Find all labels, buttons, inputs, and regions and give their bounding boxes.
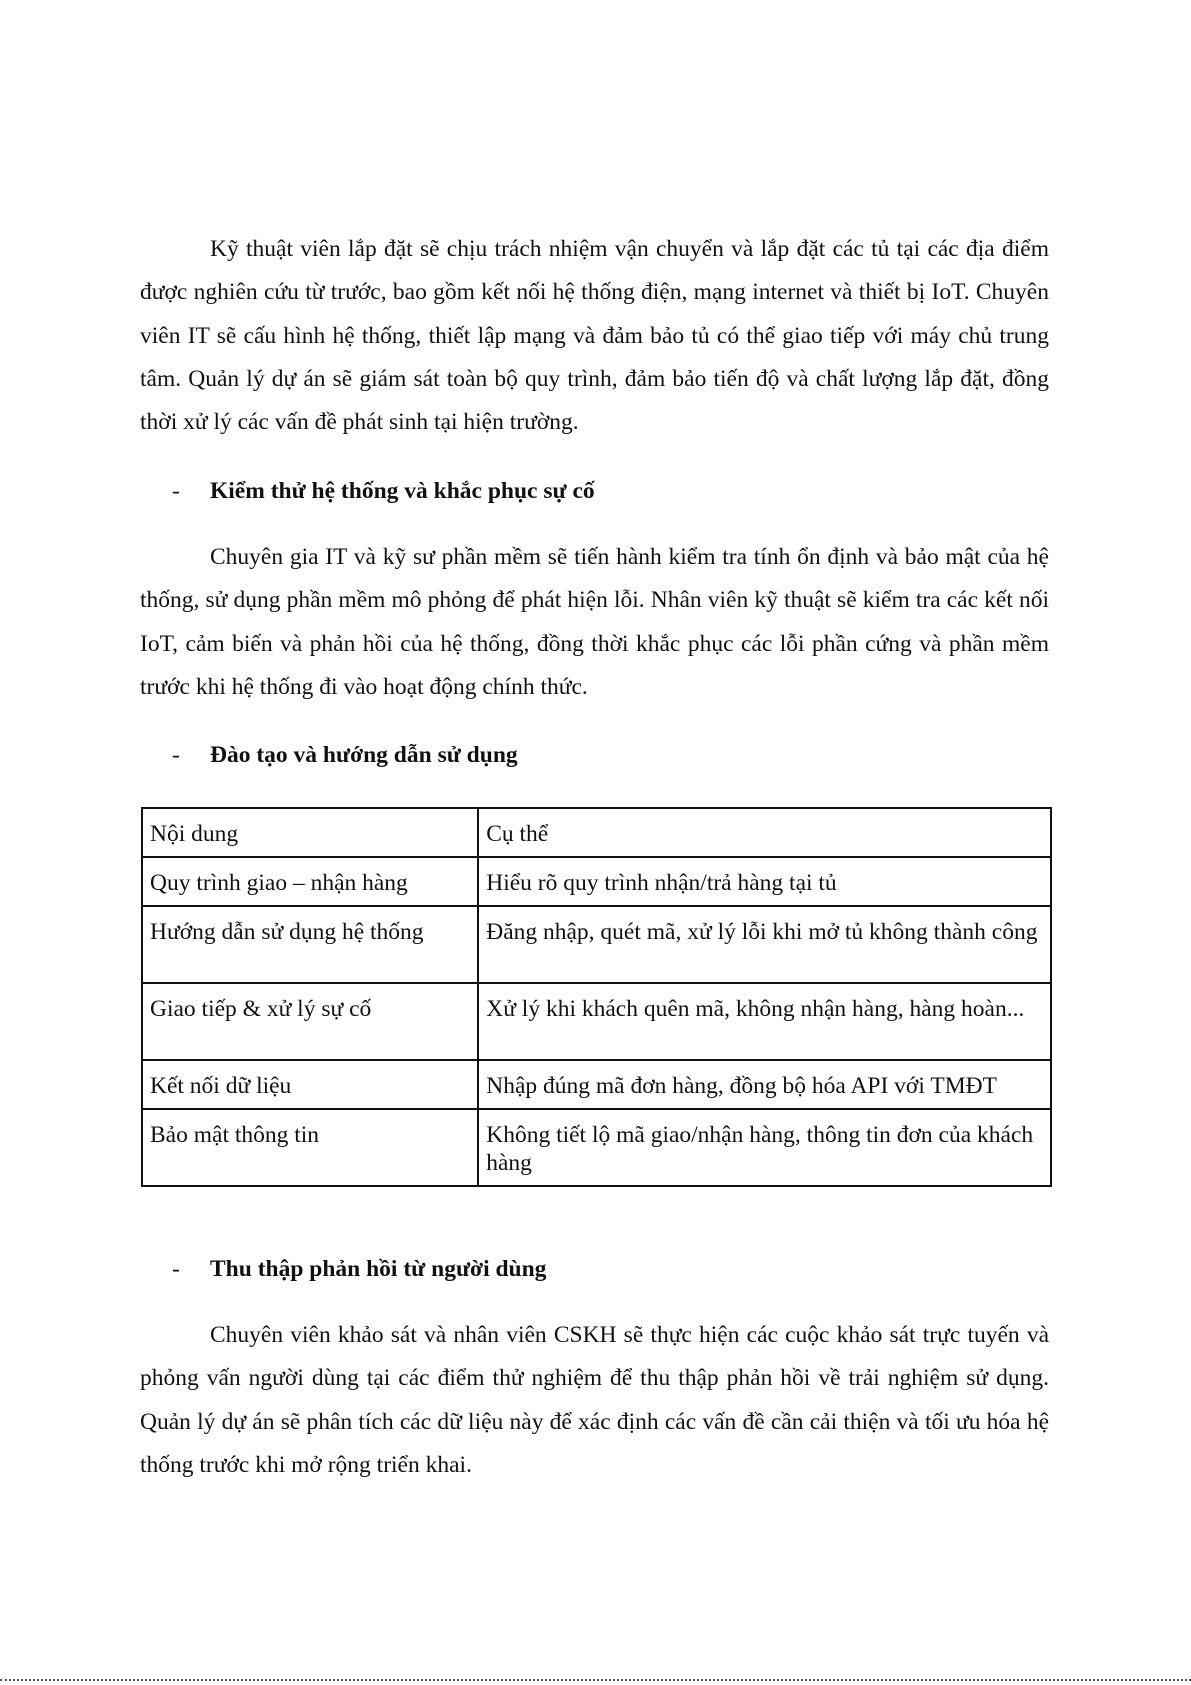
section-heading-testing-text: Kiểm thử hệ thống và khắc phục sự cố: [210, 478, 595, 504]
table-cell: Giao tiếp & xử lý sự cố: [142, 983, 478, 1060]
table-row: [142, 1060, 1051, 1109]
table-header-row: [142, 808, 1051, 857]
page-bottom-divider: [0, 1679, 1191, 1683]
table-cell: Xử lý khi khách quên mã, không nhận hàng, hàng hoàn...: [478, 983, 1051, 1060]
bullet-dash: -: [172, 478, 180, 504]
table-row: [142, 983, 1051, 1060]
section-heading-training: [172, 740, 518, 770]
paragraph-installation: Kỹ thuật viên lắp đặt sẽ chịu trách nhiệm vận chuyển và lắp đặt các tủ tại các địa điểm được nghiên cứu từ trước, bao gồm kết nối hệ thống điện, mạng internet và thiết bị IoT. Chuyên viên IT sẽ cấu hình hệ thống, thiết lập mạng và đảm bảo tủ có thể giao tiếp với máy chủ trung tâm. Quản lý dự án sẽ giám sát toàn bộ quy trình, đảm bảo tiến độ và chất lượng lắp đặt, đồng thời xử lý các vấn đề phát sinh tại hiện trường.: [140, 236, 1049, 436]
table-cell: Hiểu rõ quy trình nhận/trả hàng tại tủ: [478, 857, 1051, 906]
table-cell: Hướng dẫn sử dụng hệ thống: [142, 906, 478, 983]
bullet-dash: -: [172, 1256, 180, 1282]
table-row: [142, 906, 1051, 983]
section-heading-training-text: Đào tạo và hướng dẫn sử dụng: [210, 742, 518, 768]
paragraph-feedback: Chuyên viên khảo sát và nhân viên CSKH sẽ thực hiện các cuộc khảo sát trực tuyến và phỏng vấn người dùng tại các điểm thử nghiệm để thu thập phản hồi về trải nghiệm sử dụng. Quản lý dự án sẽ phân tích các dữ liệu này để xác định các vấn đề cần cải thiện và tối ưu hóa hệ thống trước khi mở rộng triển khai.: [140, 1322, 1049, 1478]
table-row: [142, 857, 1051, 906]
table-cell: Đăng nhập, quét mã, xử lý lỗi khi mở tủ không thành công: [478, 906, 1051, 983]
section-heading-testing: [172, 476, 595, 506]
table-cell: Nhập đúng mã đơn hàng, đồng bộ hóa API với TMĐT: [478, 1060, 1051, 1109]
bullet-dash: -: [172, 742, 180, 768]
table-header-cell: Nội dung: [142, 808, 478, 857]
table-header-cell: Cụ thể: [478, 808, 1051, 857]
paragraph-testing: Chuyên gia IT và kỹ sư phần mềm sẽ tiến hành kiểm tra tính ổn định và bảo mật của hệ thống, sử dụng phần mềm mô phỏng để phát hiện lỗi. Nhân viên kỹ thuật sẽ kiểm tra các kết nối IoT, cảm biến và phản hồi của hệ thống, đồng thời khắc phục các lỗi phần cứng và phần mềm trước khi hệ thống đi vào hoạt động chính thức.: [140, 544, 1049, 700]
table-cell: Bảo mật thông tin: [142, 1109, 478, 1186]
training-table: [141, 807, 1052, 1187]
section-heading-feedback: [172, 1254, 546, 1284]
table-cell: Không tiết lộ mã giao/nhận hàng, thông tin đơn của khách hàng: [478, 1109, 1051, 1186]
table-cell: Kết nối dữ liệu: [142, 1060, 478, 1109]
table-cell: Quy trình giao – nhận hàng: [142, 857, 478, 906]
table-row: [142, 1109, 1051, 1186]
section-heading-feedback-text: Thu thập phản hồi từ người dùng: [210, 1256, 547, 1282]
